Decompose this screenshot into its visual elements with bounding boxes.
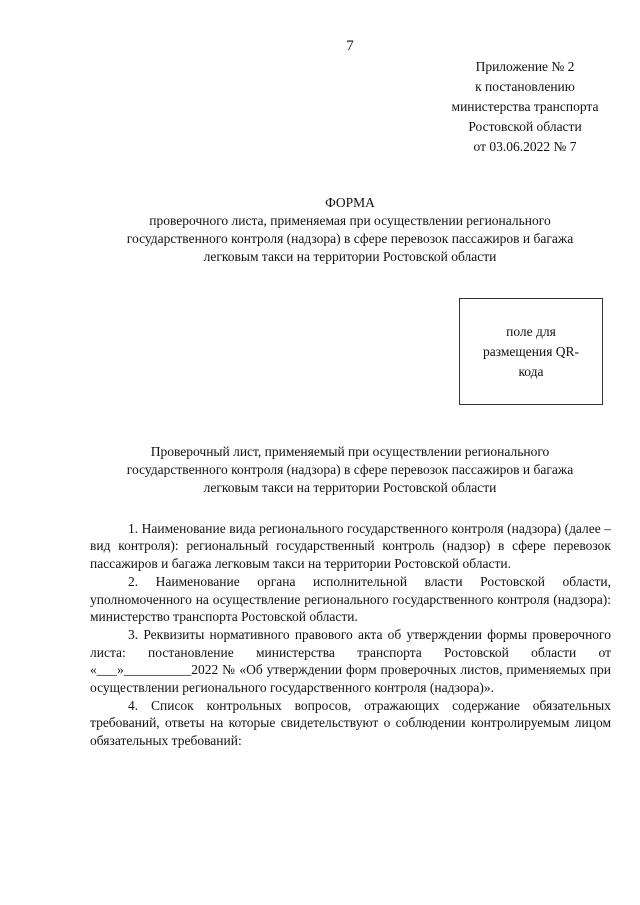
paragraph-3: 3. Реквизиты нормативного правового акта об утверждении формы проверочного листа: постановление министерства транспорта Ростовской области от «___»__________2022 № «Об утверждении форм проверочных листов, применяемых при осуществлении регионального государственного контроля (надзора)».: [90, 627, 611, 695]
checklist-title-line: Проверочный лист, применяемый при осуществлении регионального: [150, 444, 550, 459]
appendix-block: [430, 57, 620, 157]
paragraph-1: 1. Наименование вида регионального государственного контроля (надзора) (далее – вид контроля): региональный государственный контроль (надзор) в сфере перевозок пассажиров и багажа легковым такси на территории Ростовской области.: [90, 521, 611, 571]
paragraph-4: 4. Список контрольных вопросов, отражающих содержание обязательных требований, ответы на которые свидетельствуют о соблюдении контролируемым лицом обязательных требований:: [90, 698, 611, 748]
document-body: [90, 520, 611, 749]
appendix-line: Ростовской области: [468, 119, 582, 134]
appendix-line: от 03.06.2022 № 7: [473, 139, 577, 154]
form-heading: ФОРМА: [325, 195, 375, 210]
form-title-line: проверочного листа, применяемая при осуществлении регионального: [149, 213, 551, 228]
checklist-title-line: легковым такси на территории Ростовской области: [203, 480, 497, 495]
qr-code-placeholder: [459, 298, 603, 405]
checklist-title-line: государственного контроля (надзора) в сфере перевозок пассажиров и багажа: [126, 462, 574, 477]
paragraph-2: 2. Наименование органа исполнительной власти Ростовской области, уполномоченного на осуществление регионального государственного контроля (надзора): министерство транспорта Ростовской области.: [90, 574, 611, 625]
appendix-line: Приложение № 2: [475, 59, 575, 74]
qr-placeholder-line: поле для: [506, 323, 556, 339]
qr-placeholder-line: кода: [518, 363, 544, 379]
page-number: 7: [346, 38, 354, 54]
qr-placeholder-line: размещения QR-: [482, 343, 580, 359]
form-title-line: легковым такси на территории Ростовской области: [203, 249, 497, 264]
form-title: [60, 194, 640, 266]
checklist-title: [60, 443, 640, 497]
appendix-line: к постановлению: [475, 79, 575, 94]
appendix-line: министерства транспорта: [451, 99, 599, 114]
form-title-line: государственного контроля (надзора) в сфере перевозок пассажиров и багажа: [126, 231, 574, 246]
